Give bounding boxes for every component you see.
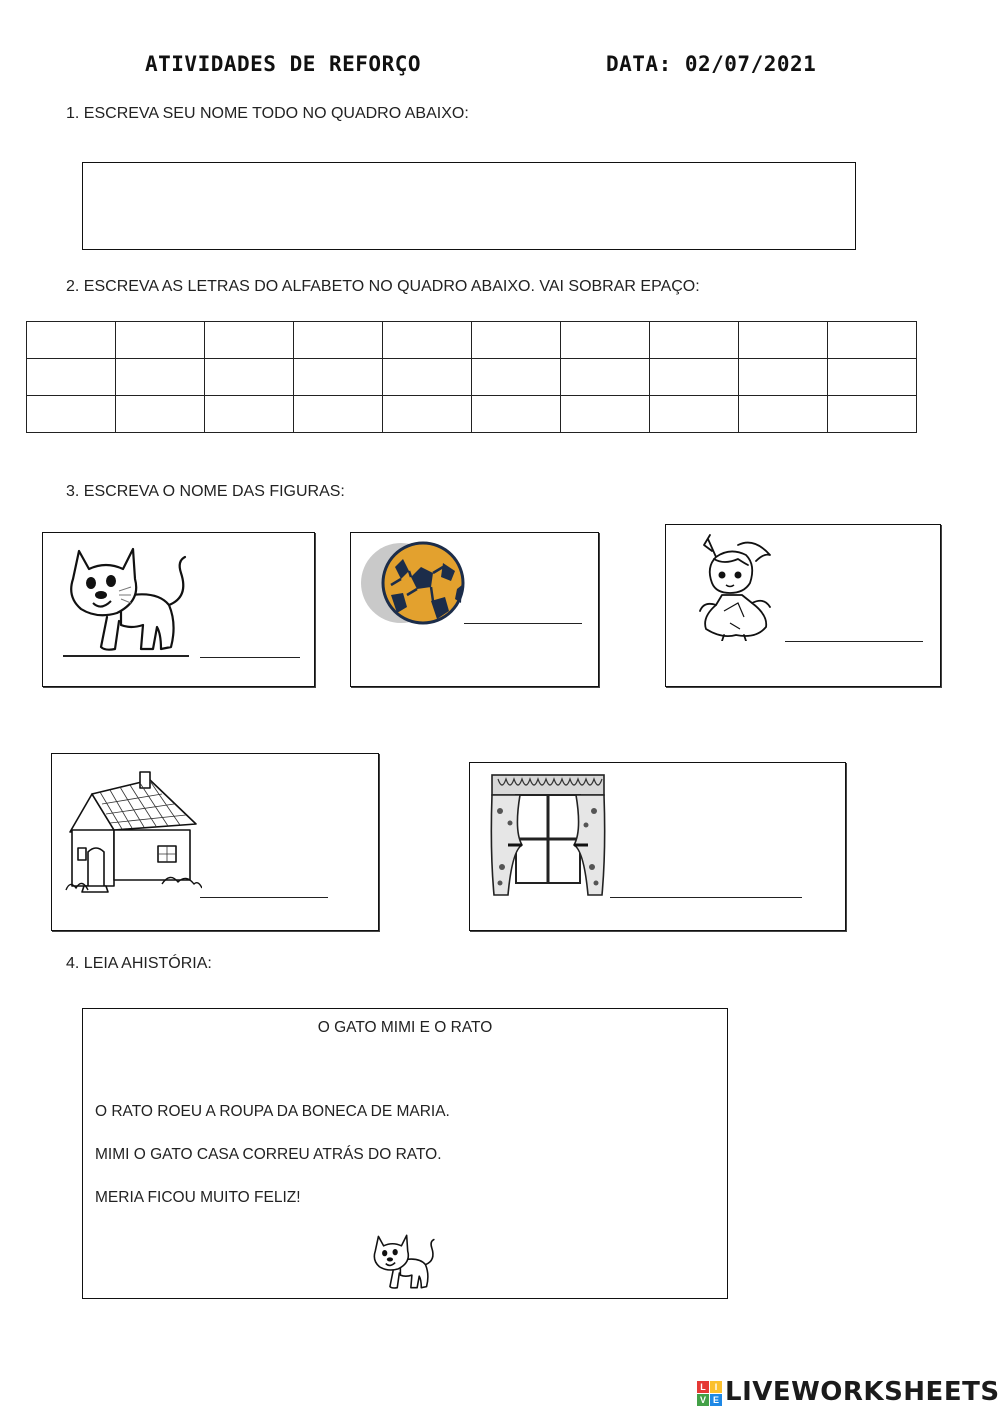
story-line-2: MIMI O GATO CASA CORREU ATRÁS DO RATO. xyxy=(95,1146,442,1163)
answer-line-doll[interactable] xyxy=(785,641,923,642)
story-box xyxy=(82,1008,728,1299)
alphabet-grid-row xyxy=(27,359,917,396)
worksheet-title: ATIVIDADES DE REFORÇO xyxy=(145,52,422,76)
alphabet-cell[interactable] xyxy=(828,359,917,396)
alphabet-cell[interactable] xyxy=(739,322,828,359)
alphabet-cell[interactable] xyxy=(27,322,116,359)
alphabet-cell[interactable] xyxy=(205,322,294,359)
logo-letter-i: I xyxy=(710,1381,722,1393)
alphabet-cell[interactable] xyxy=(205,359,294,396)
alphabet-cell[interactable] xyxy=(828,322,917,359)
alphabet-cell[interactable] xyxy=(27,396,116,433)
logo-letter-v: V xyxy=(697,1394,709,1406)
ground-line xyxy=(63,655,189,657)
answer-line-ball[interactable] xyxy=(464,623,582,624)
name-answer-box[interactable] xyxy=(82,162,856,250)
story-line-3: MERIA FICOU MUITO FELIZ! xyxy=(95,1189,301,1206)
alphabet-cell[interactable] xyxy=(650,359,739,396)
alphabet-cell[interactable] xyxy=(383,322,472,359)
ball-icon xyxy=(361,537,469,633)
alphabet-cell[interactable] xyxy=(383,359,472,396)
question-4-label: 4. LEIA AHISTÓRIA: xyxy=(66,955,212,972)
alphabet-grid xyxy=(26,321,917,433)
answer-line-cat[interactable] xyxy=(200,657,300,658)
answer-line-window[interactable] xyxy=(610,897,802,898)
logo-letter-e: E xyxy=(710,1394,722,1406)
alphabet-cell[interactable] xyxy=(739,359,828,396)
alphabet-cell[interactable] xyxy=(294,359,383,396)
alphabet-cell[interactable] xyxy=(472,359,561,396)
figure-card-house xyxy=(51,753,379,931)
alphabet-cell[interactable] xyxy=(650,396,739,433)
alphabet-cell[interactable] xyxy=(294,396,383,433)
alphabet-cell[interactable] xyxy=(116,322,205,359)
doll-icon xyxy=(694,531,780,641)
alphabet-cell[interactable] xyxy=(472,322,561,359)
alphabet-cell[interactable] xyxy=(561,322,650,359)
figure-card-doll xyxy=(665,524,941,687)
figure-card-window xyxy=(469,762,846,931)
question-3-label: 3. ESCREVA O NOME DAS FIGURAS: xyxy=(66,483,345,500)
alphabet-cell[interactable] xyxy=(116,359,205,396)
worksheet-date: DATA: 02/07/2021 xyxy=(606,52,817,76)
question-1-label: 1. ESCREVA SEU NOME TODO NO QUADRO ABAIXO: xyxy=(66,105,469,122)
alphabet-cell[interactable] xyxy=(27,359,116,396)
logo-mark-icon xyxy=(697,1381,723,1407)
alphabet-cell[interactable] xyxy=(294,322,383,359)
story-title: O GATO MIMI E O RATO xyxy=(317,1019,493,1036)
alphabet-cell[interactable] xyxy=(561,359,650,396)
alphabet-grid-row xyxy=(27,322,917,359)
alphabet-grid-row xyxy=(27,396,917,433)
alphabet-cell[interactable] xyxy=(828,396,917,433)
cat-icon xyxy=(61,539,191,657)
story-cat-icon xyxy=(369,1229,437,1293)
alphabet-cell[interactable] xyxy=(472,396,561,433)
answer-line-house[interactable] xyxy=(200,897,328,898)
house-icon xyxy=(62,760,202,900)
alphabet-cell[interactable] xyxy=(650,322,739,359)
story-line-1: O RATO ROEU A ROUPA DA BONECA DE MARIA. xyxy=(95,1103,450,1120)
alphabet-cell[interactable] xyxy=(739,396,828,433)
figure-card-ball xyxy=(350,532,599,687)
window-icon xyxy=(488,771,608,899)
logo-letter-l: L xyxy=(697,1381,709,1393)
alphabet-cell[interactable] xyxy=(116,396,205,433)
alphabet-cell[interactable] xyxy=(205,396,294,433)
question-2-label: 2. ESCREVA AS LETRAS DO ALFABETO NO QUADRO ABAIXO. VAI SOBRAR EPAÇO: xyxy=(66,278,700,295)
figure-card-cat xyxy=(42,532,315,687)
brand-name: LIVEWORKSHEETS xyxy=(725,1377,1000,1407)
alphabet-cell[interactable] xyxy=(383,396,472,433)
alphabet-cell[interactable] xyxy=(561,396,650,433)
